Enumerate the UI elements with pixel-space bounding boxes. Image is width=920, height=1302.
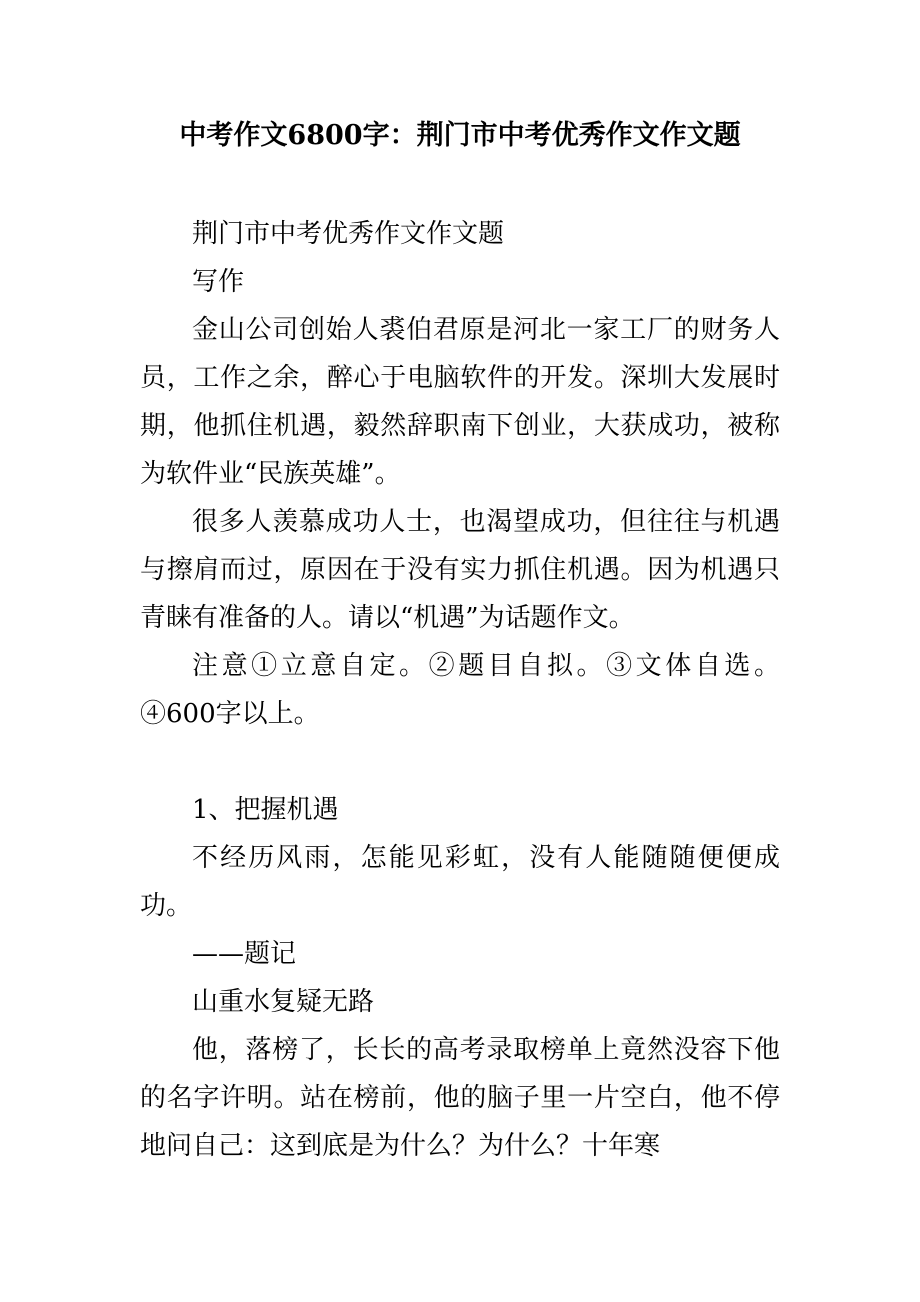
section-label: 写作 bbox=[192, 267, 245, 297]
blank-line bbox=[140, 738, 780, 786]
essay-title: 1、把握机遇 bbox=[192, 795, 339, 825]
document-body bbox=[140, 210, 780, 1170]
subsection-heading: 山重水复疑无路 bbox=[192, 987, 375, 1017]
prompt-paragraph: 金山公司创始人裘伯君原是河北一家工厂的财务人员，工作之余，醉心于电脑软件的开发。深圳大发展时期，他抓住机遇，毅然辞职南下创业，大获成功，被称为软件业“民族英雄”。 bbox=[140, 315, 780, 489]
notes-paragraph: 注意①立意自定。②题目自拟。③文体自选。④600字以上。 bbox=[140, 651, 780, 729]
epigraph-attribution: ——题记 bbox=[192, 939, 297, 969]
epigraph: 不经历风雨，怎能见彩虹，没有人能随随便便成功。 bbox=[140, 843, 780, 921]
prompt-paragraph: 很多人羡慕成功人士，也渴望成功，但往往与机遇与擦肩而过，原因在于没有实力抓住机遇。因为机遇只青睐有准备的人。请以“机遇”为话题作文。 bbox=[140, 507, 780, 633]
section-heading: 荆门市中考优秀作文作文题 bbox=[192, 219, 505, 249]
essay-paragraph: 他，落榜了，长长的高考录取榜单上竟然没容下他的名字许明。站在榜前，他的脑子里一片空白，他不停地问自己：这到底是为什么？为什么？十年寒 bbox=[140, 1035, 780, 1161]
document-title: 中考作文6800字：荆门市中考优秀作文作文题 bbox=[179, 120, 741, 151]
